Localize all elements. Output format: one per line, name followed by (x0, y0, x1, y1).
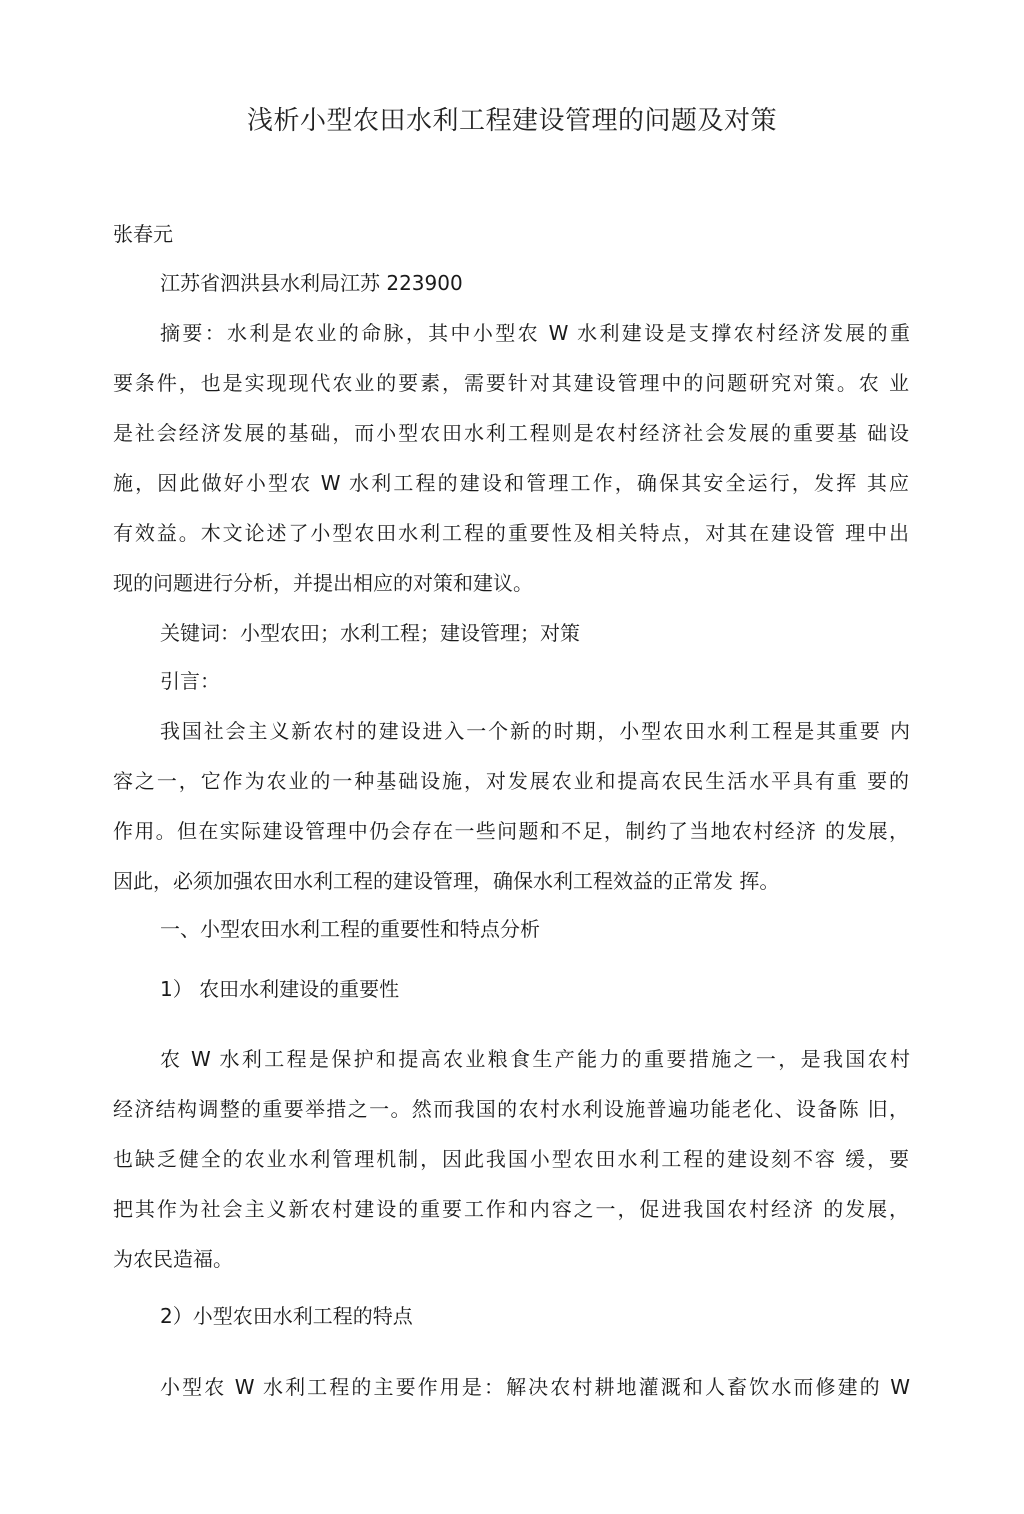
intro-heading: 引言： (160, 669, 220, 693)
intro-line: 容之一，它作为农业的一种基础设施，对发展农业和提高农民生活水平具有重 要的 (113, 769, 909, 793)
abstract-line: 摘要：水利是农业的命脉，其中小型农 W 水利建设是支撑农村经济发展的重 (160, 321, 910, 345)
body-line: 把其作为社会主义新农村建设的重要工作和内容之一，促进我国农村经济 的发展， (113, 1197, 909, 1221)
abstract-line: 现的问题进行分析，并提出相应的对策和建议。 (113, 571, 533, 595)
intro-line: 因此，必须加强农田水利工程的建设管理，确保水利工程效益的正常发 挥。 (113, 869, 780, 893)
abstract-line: 要条件，也是实现现代农业的要素，需要针对其建设管理中的问题研究对策。农 业 (113, 371, 909, 395)
subsection-heading: 2）小型农田水利工程的特点 (160, 1304, 413, 1328)
body-line: 农 W 水利工程是保护和提高农业粮食生产能力的重要措施之一，是我国农村 (160, 1047, 910, 1071)
author-affiliation: 江苏省泗洪县水利局江苏 223900 (160, 271, 463, 295)
abstract-line: 有效益。木文论述了小型农田水利工程的重要性及相关特点，对其在建设管 理中出 (113, 521, 909, 545)
body-line: 为农民造福。 (113, 1247, 233, 1271)
section-heading: 一、小型农田水利工程的重要性和特点分析 (160, 917, 540, 941)
abstract-line: 施，因此做好小型农 W 水利工程的建设和管理工作，确保其安全运行，发挥 其应 (113, 471, 909, 495)
subsection-heading: 1） 农田水利建设的重要性 (160, 977, 400, 1001)
body-line: 经济结构调整的重要举措之一。然而我国的农村水利设施普遍功能老化、设备陈 旧， (113, 1097, 909, 1121)
body-line: 也缺乏健全的农业水利管理机制，因此我国小型农田水利工程的建设刻不容 缓，要 (113, 1147, 909, 1171)
abstract-line: 是社会经济发展的基础，而小型农田水利工程则是农村经济社会发展的重要基 础设 (113, 421, 909, 445)
intro-line: 我国社会主义新农村的建设进入一个新的时期，小型农田水利工程是其重要 内 (160, 719, 910, 743)
keywords: 关键词：小型农田；水利工程；建设管理；对策 (160, 621, 580, 645)
document-title: 浅析小型农田水利工程建设管理的问题及对策 (246, 106, 777, 136)
body-line: 小型农 W 水利工程的主要作用是：解决农村耕地灌溉和人畜饮水而修建的 W (160, 1375, 910, 1399)
author-name: 张春元 (113, 222, 173, 246)
intro-line: 作用。但在实际建设管理中仍会存在一些问题和不足，制约了当地农村经济 的发展， (113, 819, 909, 843)
